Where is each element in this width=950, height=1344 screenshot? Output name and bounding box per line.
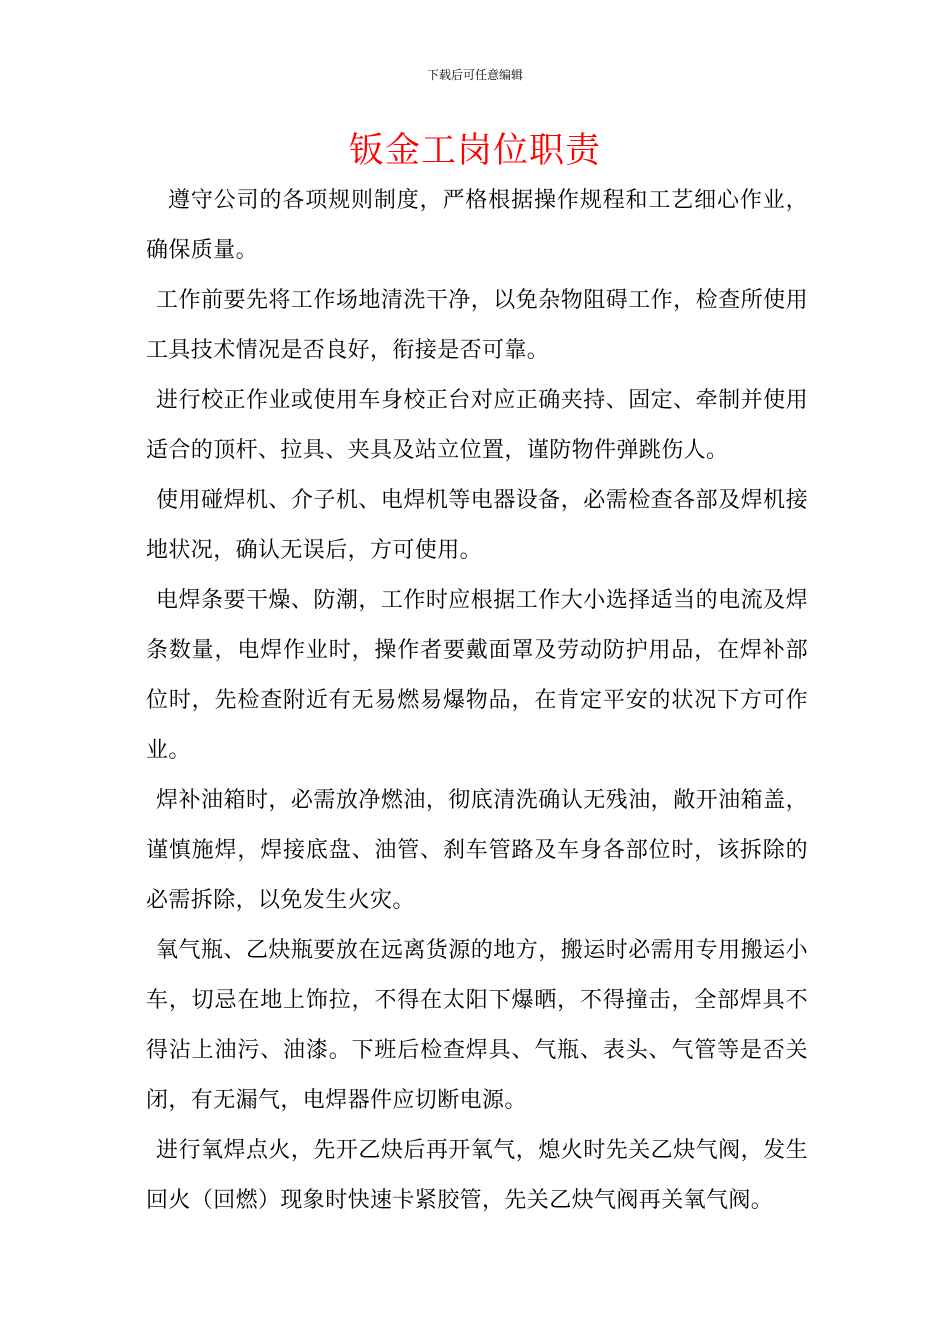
paragraph-3: 进行校正作业或使用车身校正台对应正确夹持、固定、牵制并使用适合的顶杆、拉具、夹具及站立位置，谨防物件弹跳伤人。 — [146, 388, 808, 463]
paragraph-4: 使用碰焊机、介子机、电焊机等电器设备，必需检查各部及焊机接地状况，确认无误后，方可使用。 — [146, 488, 808, 563]
paragraph-7: 氧气瓶、乙炔瓶要放在远离货源的地方，搬运时必需用专用搬运小车，切忌在地上饰拉，不得在太阳下爆晒，不得撞击，全部焊具不得沾上油污、油漆。下班后检查焊具、气瓶、表头、气管等是否关闭，有无漏气，电焊器件应切断电源。 — [146, 938, 808, 1113]
header-note: 下载后可任意编辑 — [426, 68, 523, 82]
document-title: 钣金工岗位职责 — [348, 131, 601, 171]
paragraph-5: 电焊条要干燥、防潮，工作时应根据工作大小选择适当的电流及焊条数量，电焊作业时，操作者要戴面罩及劳动防护用品，在焊补部位时，先检查附近有无易燃易爆物品，在肯定平安的状况下方可作业。 — [146, 588, 808, 763]
paragraph-6: 焊补油箱时，必需放净燃油，彻底清洗确认无残油，敞开油箱盖，谨慎施焊，焊接底盘、油管、刹车管路及车身各部位时，该拆除的必需拆除，以免发生火灾。 — [146, 788, 808, 913]
paragraph-8: 进行氧焊点火，先开乙炔后再开氧气，熄火时先关乙炔气阀，发生回火（回燃）现象时快速卡紧胶管，先关乙炔气阀再关氧气阀。 — [146, 1138, 808, 1213]
paragraph-2: 工作前要先将工作场地清洗干净，以免杂物阻碍工作，检查所使用工具技术情况是否良好，衔接是否可靠。 — [146, 288, 808, 363]
document-body — [146, 176, 808, 1226]
paragraph-1: 遵守公司的各项规则制度，严格根据操作规程和工艺细心作业，确保质量。 — [146, 188, 808, 263]
